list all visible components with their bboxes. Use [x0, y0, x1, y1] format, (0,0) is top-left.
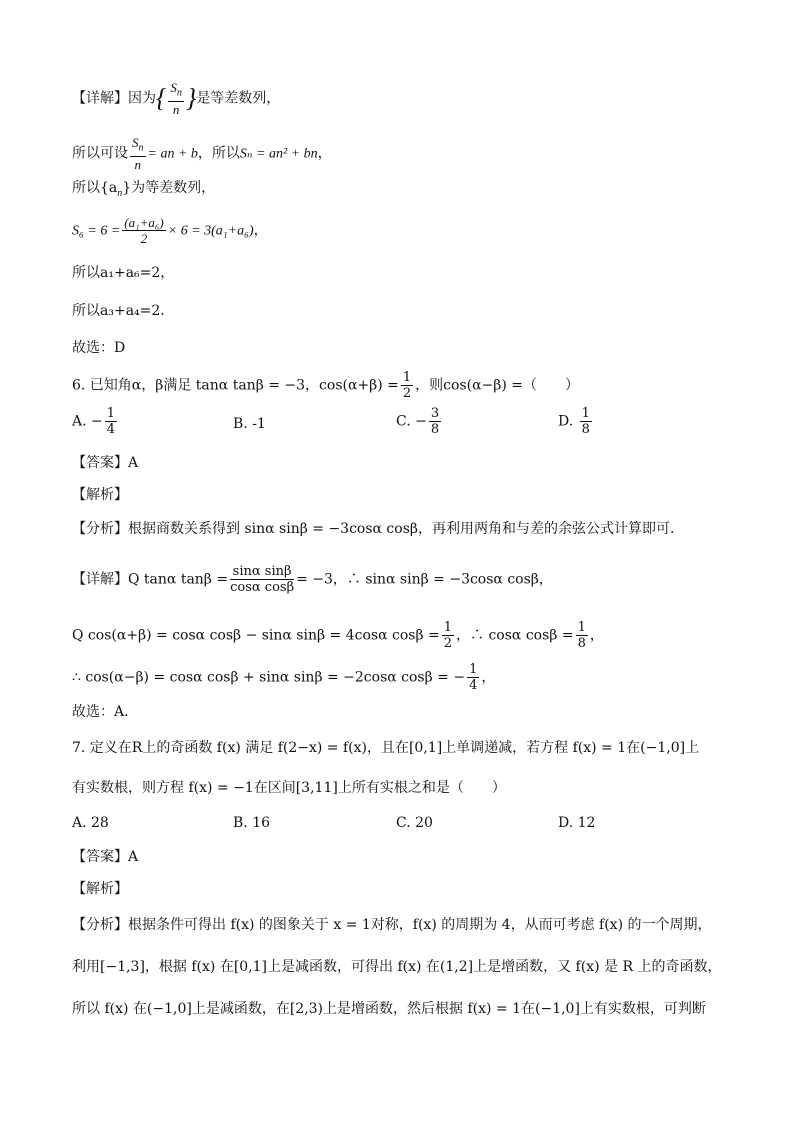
- q7-stem-2: 有实数根，则方程 f(x) = −1在区间[3,11]上所有实根之和是（ ）: [72, 780, 506, 796]
- q7-analysis-1: 【分析】根据条件可得出 f(x) 的图象关于 x = 1对称，f(x) 的周期为 4，从而可考虑 f(x) 的一个周期，: [72, 917, 712, 933]
- q6-detail-1: 【详解】Q tanα tanβ = $\frac{\text{sinα sinβ}}{\text{cosα cosβ}}$ = −3，∴ sinα sinβ = −3cosα cosβ，: [72, 564, 553, 595]
- q7-stem-1: 7. 定义在R上的奇函数 f(x) 满足 f(2−x) = f(x)，且在[0,1]上单调递减，若方程 f(x) = 1在(−1,0]上: [72, 740, 700, 756]
- q6-option-c: C. − $\frac{3}{8}$: [396, 406, 440, 437]
- q7-option-b: B. 16: [233, 815, 271, 831]
- q7-option-a: A. 28: [72, 815, 109, 831]
- q7-option-d: D. 12: [558, 815, 596, 831]
- q6-jiexi: 【解析】: [72, 487, 128, 503]
- detail-line-2: 所以可设 $\frac{S_n}{n}$ = an + b，所以Sₙ = an² + bn，: [72, 135, 332, 172]
- q6-option-a: A. − $\frac{1}{4}$: [72, 406, 116, 437]
- fraction-sn-over-n: $\frac{S_n}{n}$: [170, 80, 182, 117]
- detail-line-6: 所以a₃+a₄=2．: [72, 303, 175, 319]
- q6-detail-2: Q cos(α+β) = cosα cosβ − sinα sinβ = 4cosα cosβ = $\frac{1}{2}$ ，∴ cosα cosβ = $\frac{1}{8}$ ，: [72, 620, 604, 651]
- q6-end: 故选：A.: [72, 704, 129, 720]
- q7-analysis-3: 所以 f(x) 在(−1,0]上是减函数，在[2,3)上是增函数，然后根据 f(x) = 1在(−1,0]上有实数根，可判断: [72, 1001, 706, 1017]
- q7-option-c: C. 20: [396, 815, 433, 831]
- q6-stem: 6. 已知角α，β满足 tanα tanβ = −3，cos(α+β) = $\frac{1}{2}$ ，则cos(α−β) =（ ）: [72, 370, 580, 401]
- q7-jiexi: 【解析】: [72, 881, 128, 897]
- detail-line-1: 【详解】因为{ $\frac{S_n}{n}$ }是等差数列，: [72, 80, 281, 117]
- q6-option-d: D. $\frac{1}{8}$: [558, 406, 590, 437]
- q6-analysis: 【分析】根据商数关系得到 sinα sinβ = −3cosα cosβ，再利用两角和与差的余弦公式计算即可.: [72, 521, 675, 537]
- detail-line-7: 故选：D: [72, 340, 126, 356]
- q6-detail-3: ∴ cos(α−β) = cosα cosβ + sinα sinβ = −2cosα cosβ = − $\frac{1}{4}$ ，: [72, 662, 496, 693]
- detail-line-4: S₆ = 6 = $\frac{\text{(a₁+a₆)}}{2}$ × 6 = 3(a₁+a₆)，: [72, 215, 268, 246]
- detail-line-5: 所以a₁+a₆=2，: [72, 265, 175, 281]
- q6-option-b: B. -1: [233, 416, 266, 432]
- q6-answer: 【答案】A: [72, 455, 139, 471]
- q7-analysis-2: 利用[−1,3]，根据 f(x) 在[0,1]上是减函数，可得出 f(x) 在(1,2]上是增函数，又 f(x) 是 R 上的奇函数，: [72, 959, 722, 975]
- detail-line-3: 所以$\{a_n\}$为等差数列，: [72, 180, 216, 199]
- q7-answer: 【答案】A: [72, 849, 139, 865]
